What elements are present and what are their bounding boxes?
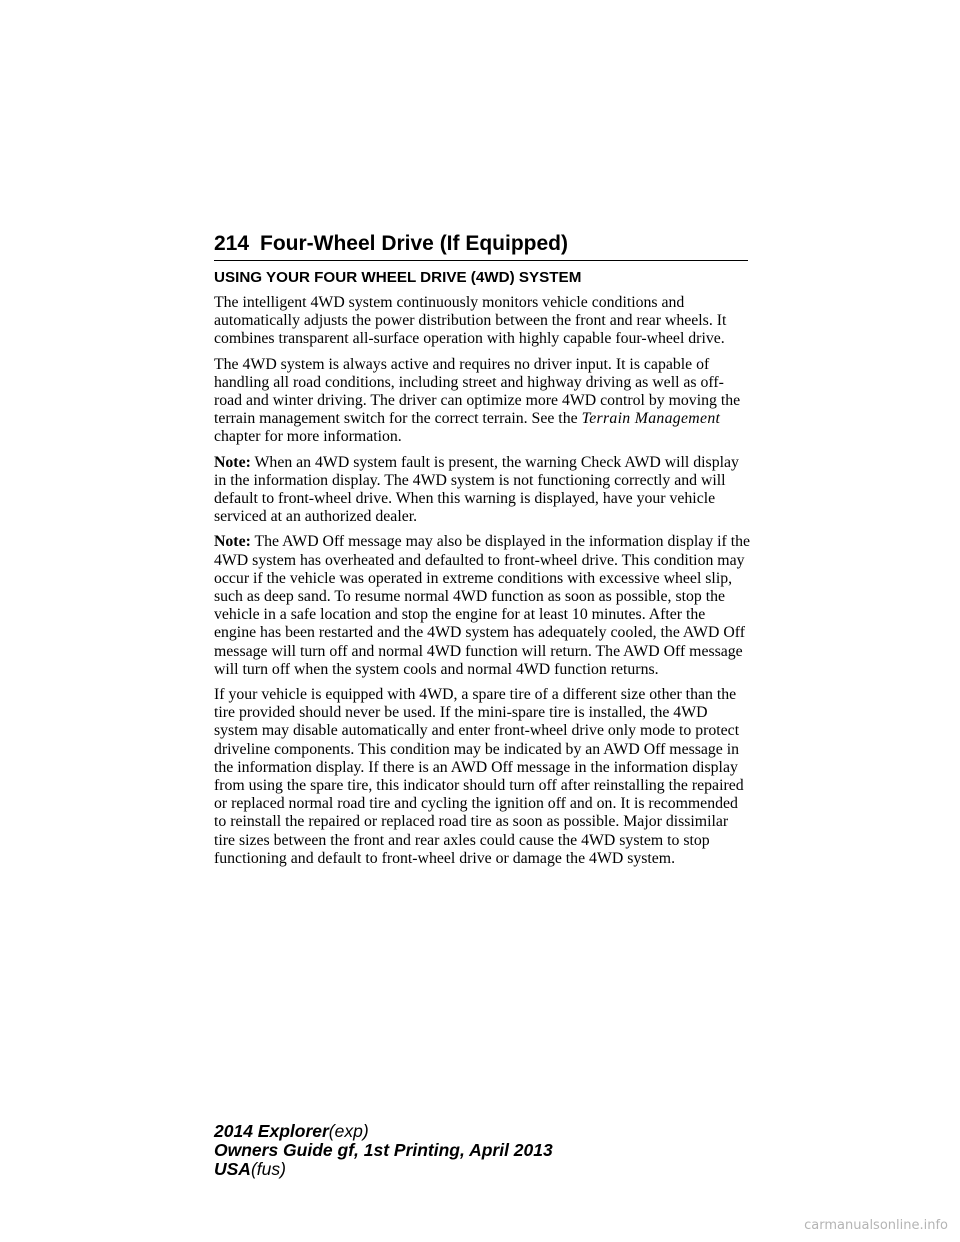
footer-model-code: (exp) <box>328 1121 369 1141</box>
paragraph-intro: The intelligent 4WD system continuously monitors vehicle conditions and automatically adjusts the power distribution between the front and rear wheels. It combines transparent all-surface operation with highly capable four-wheel drive. <box>214 294 727 348</box>
footer-line-guide <box>214 1141 553 1160</box>
paragraph-text: The 4WD system is always active and requires no driver input. It is capable of handling all road conditions, including street and highway driving as well as off-road and winter driving. The driver can optimize more 4WD control by moving the terrain management switch for the correct terrain. See the <box>214 355 741 428</box>
footer-market-code: (fus) <box>250 1159 286 1179</box>
site-watermark: carmanualsonline.info <box>804 1218 948 1233</box>
header-divider <box>214 260 748 261</box>
page-body <box>214 268 750 875</box>
terrain-management-reference: Terrain Management <box>581 410 721 428</box>
section-heading: USING YOUR FOUR WHEEL DRIVE (4WD) SYSTEM <box>214 269 582 286</box>
chapter-title: Four-Wheel Drive (If Equipped) <box>260 232 568 255</box>
paragraph-spare-tire: If your vehicle is equipped with 4WD, a spare tire of a different size other than the tire provided should never be used. If the mini-spare tire is installed, the 4WD system may disable automatically and enter front-wheel drive only mode to protect driveline components. This condition may be indicated by an AWD Off message in the information display. If there is an AWD Off message in the information display from using the spare tire, this indicator should turn off after reinstalling the repaired or replaced normal road tire and cycling the ignition off and on. It is recommended to reinstall the repaired or replaced road tire as soon as possible. Major dissimilar tire sizes between the front and rear axles could cause the 4WD system to stop functioning and default to front-wheel drive or damage the 4WD system. <box>214 686 744 867</box>
page-header <box>214 232 748 262</box>
note-check-awd <box>214 454 750 527</box>
page-number: 214 <box>214 232 250 255</box>
footer-line-market <box>214 1160 553 1179</box>
paragraph-always-active <box>214 356 750 447</box>
footer-line-model <box>214 1122 553 1141</box>
paragraph-text: chapter for more information. <box>214 428 402 446</box>
page-footer <box>214 1122 553 1179</box>
note-text: The AWD Off message may also be displayed in the information display if the 4WD system has overheated and defaulted to front-wheel drive. This condition may occur if the vehicle was operated in extreme conditions with excessive wheel slip, such as deep sand. To resume normal 4WD function as soon as possible, stop the vehicle in a safe location and stop the engine for at least 10 minutes. After the engine has been restarted and the 4WD system has adequately cooled, the AWD Off message will turn off and normal 4WD function will return. The AWD Off message will turn off when the system cools and normal 4WD function returns. <box>214 533 750 678</box>
footer-market: USA <box>214 1159 251 1179</box>
footer-model: 2014 Explorer <box>214 1121 329 1141</box>
note-awd-off <box>214 533 750 679</box>
note-label: Note: <box>214 453 251 471</box>
note-label: Note: <box>214 533 251 551</box>
note-text: When an 4WD system fault is present, the warning Check AWD will display in the information display. The 4WD system is not functioning correctly and will default to front-wheel drive. When this warning is displayed, have your vehicle serviced at an authorized dealer. <box>214 453 739 526</box>
footer-guide: Owners Guide gf, 1st Printing, April 2013 <box>214 1140 553 1160</box>
